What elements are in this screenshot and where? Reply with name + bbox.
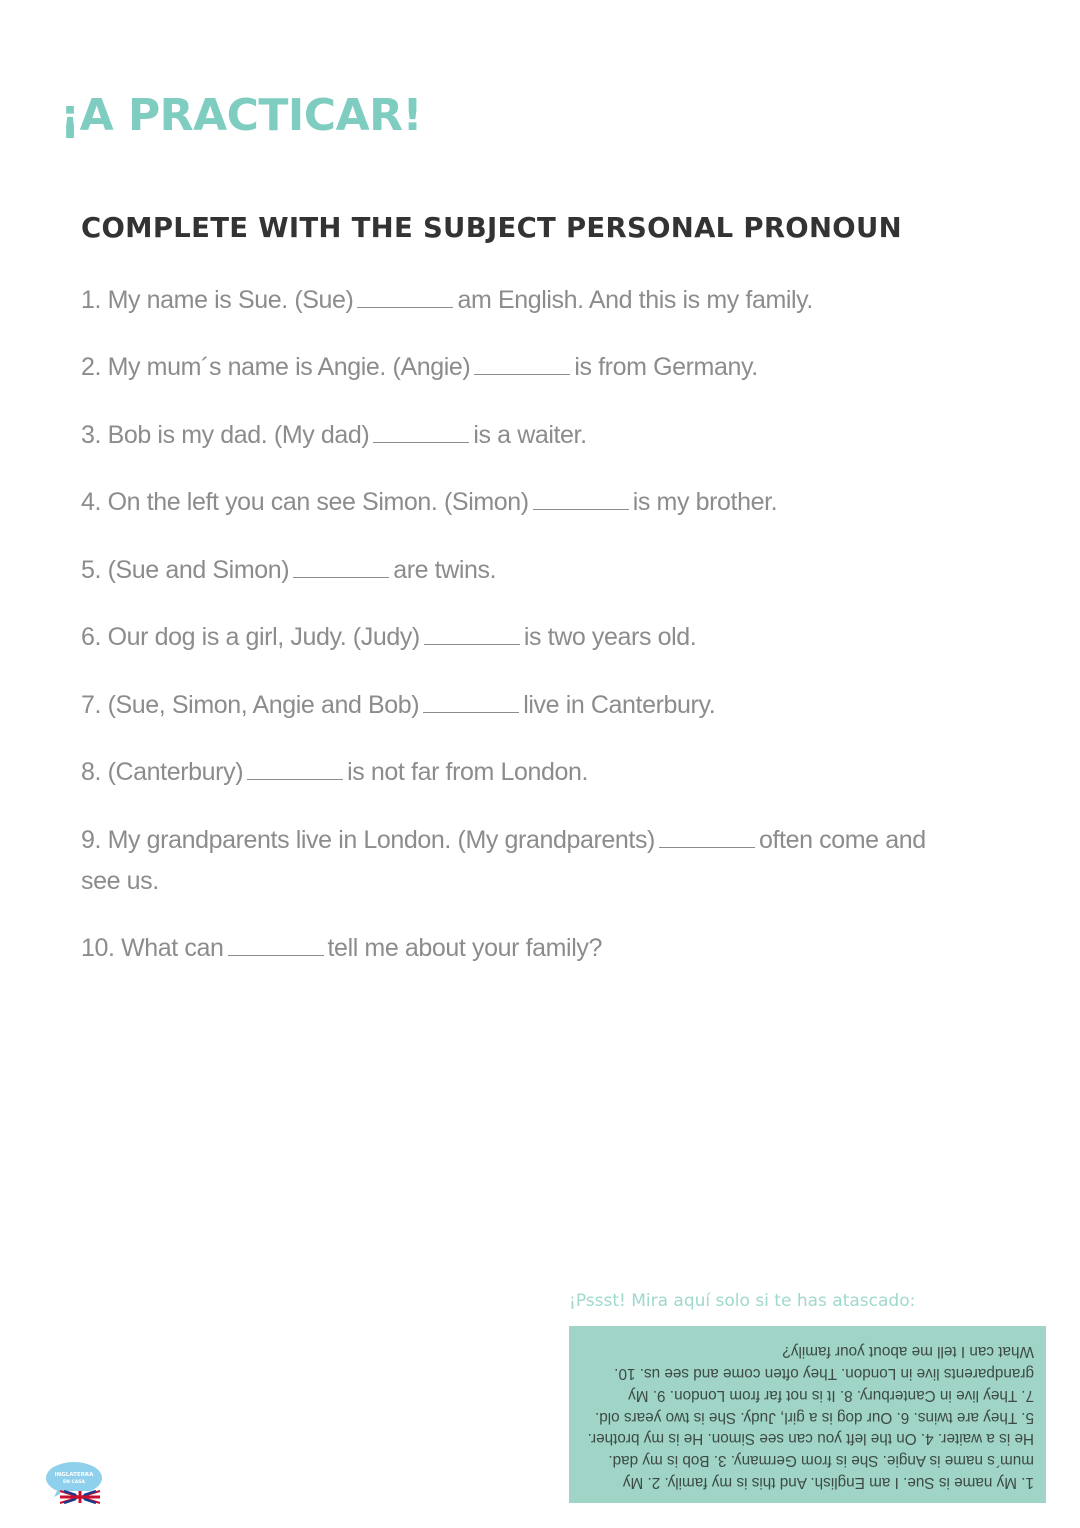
exercise-text-after: tell me about your family? [327,934,602,962]
exercise-text-before: 10. What can [81,934,224,962]
exercise-text-after: is two years old. [523,623,697,651]
uk-flag-icon [60,1491,100,1503]
exercise-text-after: is from Germany. [574,353,758,381]
exercise-text-after: am English. And this is my family. [457,286,813,314]
exercise-item-8 [81,752,961,793]
exercise-text-before: 7. (Sue, Simon, Angie and Bob) [81,691,420,719]
answer-blank[interactable] [293,552,389,578]
answer-key-box [569,1326,1046,1503]
answer-blank[interactable] [533,484,629,510]
answer-blank[interactable] [424,619,520,645]
answer-blank[interactable] [659,822,755,848]
logo-text-line2: EN CASA [63,1480,85,1485]
exercise-item-6 [81,617,961,658]
exercise-item-4 [81,482,961,523]
exercise-text-before: 1. My name is Sue. (Sue) [81,286,354,314]
exercise-text-before: 2. My mum´s name is Angie. (Angie) [81,353,471,381]
exercise-text-after: are twins. [393,556,497,584]
page-title: ¡A PRACTICAR! [60,90,423,141]
answer-key-content: 1. My name is Sue. I am English. And this is my family. 2. My mum´s name is Angie. She is from Germany. 3. Bob is my dad. He is a waiter. 4. On the left you can see Simon. He is my brother. 5. They are twins. 6. Our dog is a girl, Judy. She is two years old. 7. They live in Canterbury. 8. It is not far from London. 9. My grandparents live in London. They often come and see us. 10. What can I tell me about your family? [587,1343,1034,1491]
exercise-text-before: 5. (Sue and Simon) [81,556,290,584]
exercise-text-before: 6. Our dog is a girl, Judy. (Judy) [81,623,420,651]
exercise-text-after: is not far from London. [347,758,589,786]
exercise-text-before: 4. On the left you can see Simon. (Simon) [81,488,529,516]
answer-blank[interactable] [357,282,453,308]
exercise-item-10 [81,928,961,969]
answer-blank[interactable] [474,349,570,375]
brand-logo [44,1459,104,1505]
exercise-text-before: 3. Bob is my dad. (My dad) [81,421,370,449]
answer-blank[interactable] [423,687,519,713]
exercise-text-after: live in Canterbury. [523,691,716,719]
exercise-item-7 [81,685,961,726]
exercise-text-after: is my brother. [632,488,778,516]
exercise-text-before: 8. (Canterbury) [81,758,244,786]
exercise-item-1 [81,280,961,321]
exercise-text-after: is a waiter. [473,421,587,449]
exercise-item-2 [81,347,961,388]
section-heading: COMPLETE WITH THE SUBJECT PERSONAL PRONOUN [81,212,902,244]
answer-key-text [587,1340,1034,1493]
exercise-item-9 [81,820,961,902]
answer-blank[interactable] [228,930,324,956]
exercise-item-5 [81,550,961,591]
exercise-item-3 [81,415,961,456]
answer-blank[interactable] [373,417,469,443]
exercise-text-before: 9. My grandparents live in London. (My grandparents) [81,826,655,854]
hint-label: ¡Pssst! Mira aquí solo si te has atascado: [569,1291,916,1311]
exercise-text-after: often come and see us. [81,826,926,895]
answer-blank[interactable] [247,754,343,780]
logo-text-line1: INGLATERRA [54,1472,94,1478]
logo-icon [44,1459,104,1505]
